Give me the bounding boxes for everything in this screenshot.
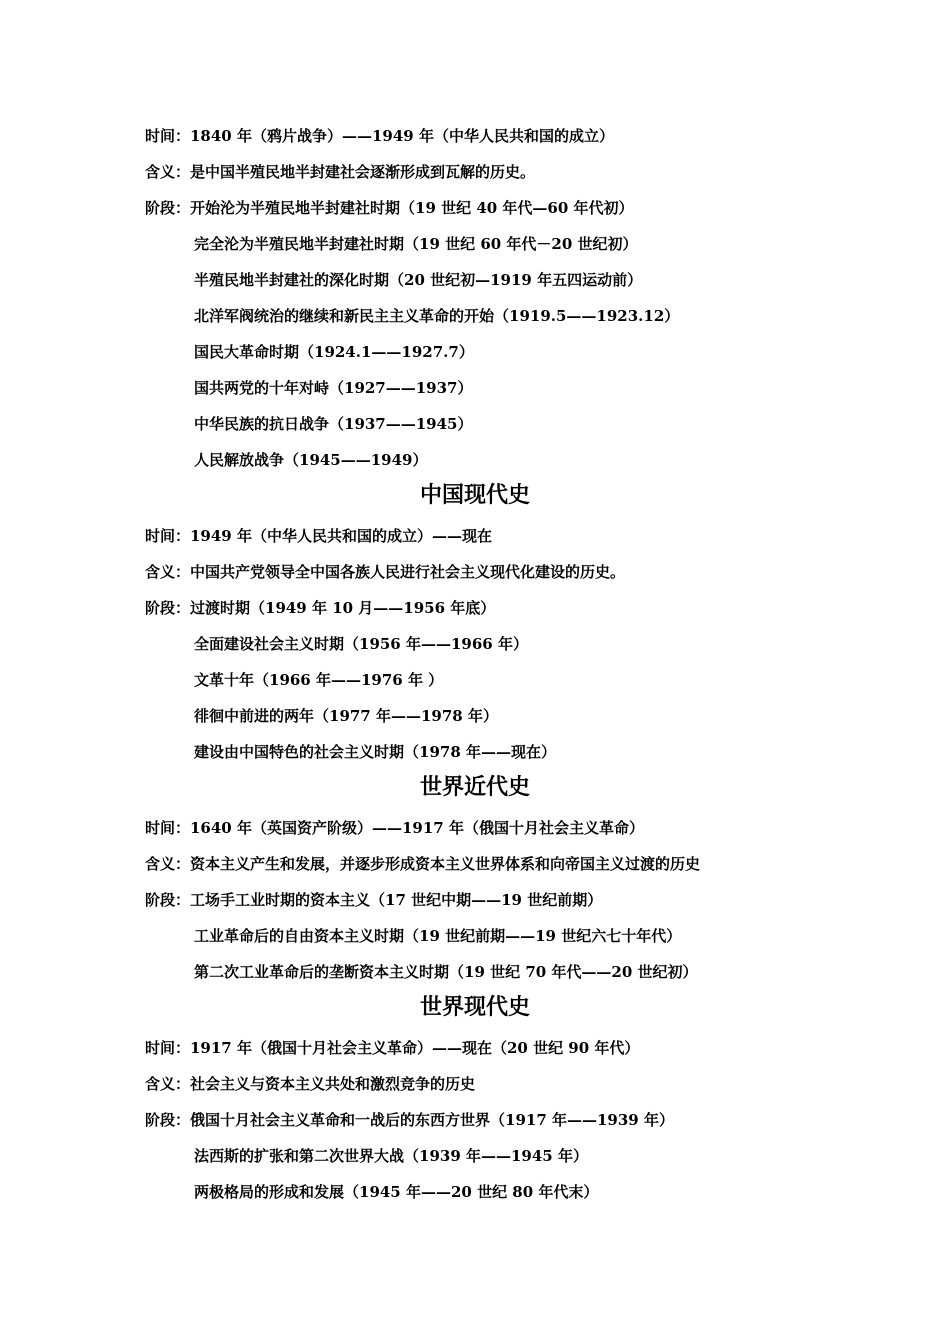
s2-stage: 文革十年（1966 年——1976 年 ） — [194, 671, 444, 689]
s1-stage: 北洋军阀统治的继续和新民主主义革命的开始（1919.5——1923.12） — [194, 307, 680, 325]
s2-stage-first: 阶段：过渡时期（1949 年 10 月——1956 年底） — [145, 599, 496, 617]
s2-stage: 徘徊中前进的两年（1977 年——1978 年） — [194, 707, 498, 725]
s4-stage: 法西斯的扩张和第二次世界大战（1939 年——1945 年） — [194, 1147, 588, 1165]
s3-stage-first: 阶段：工场手工业时期的资本主义（17 世纪中期——19 世纪前期） — [145, 891, 603, 909]
s2-meaning: 含义：中国共产党领导全中国各族人民进行社会主义现代化建设的历史。 — [145, 563, 626, 581]
s1-stage: 国民大革命时期（1924.1——1927.7） — [194, 343, 474, 361]
s1-stage: 完全沦为半殖民地半封建社时期（19 世纪 60 年代－20 世纪初） — [194, 235, 638, 253]
s2-stage: 全面建设社会主义时期（1956 年——1966 年） — [194, 635, 528, 653]
s4-meaning: 含义：社会主义与资本主义共处和激烈竞争的历史 — [145, 1075, 476, 1093]
s1-stage: 人民解放战争（1945——1949） — [194, 451, 428, 469]
s1-stage-first: 阶段：开始沦为半殖民地半封建社时期（19 世纪 40 年代—60 年代初） — [145, 199, 634, 217]
s4-time: 时间：1917 年（俄国十月社会主义革命）——现在（20 世纪 90 年代） — [145, 1039, 640, 1057]
s4-stage-first: 阶段：俄国十月社会主义革命和一战后的东西方世界（1917 年——1939 年） — [145, 1111, 674, 1129]
s1-stage: 中华民族的抗日战争（1937——1945） — [194, 415, 473, 433]
s1-stage: 半殖民地半封建社的深化时期（20 世纪初—1919 年五四运动前） — [194, 271, 643, 289]
s1-meaning: 含义：是中国半殖民地半封建社会逐渐形成到瓦解的历史。 — [145, 163, 536, 181]
s2-stage: 建设由中国特色的社会主义时期（1978 年——现在） — [194, 743, 556, 761]
s3-stage: 工业革命后的自由资本主义时期（19 世纪前期——19 世纪六七十年代） — [194, 927, 682, 945]
s1-stage: 国共两党的十年对峙（1927——1937） — [194, 379, 473, 397]
s2-time: 时间：1949 年（中华人民共和国的成立）——现在 — [145, 527, 492, 545]
section-heading-world-early-modern: 世界近代史 — [419, 774, 530, 800]
s3-stage: 第二次工业革命后的垄断资本主义时期（19 世纪 70 年代——20 世纪初） — [194, 963, 698, 981]
s3-time: 时间：1640 年（英国资产阶级）——1917 年（俄国十月社会主义革命） — [145, 819, 644, 837]
s3-meaning: 含义：资本主义产生和发展，并逐步形成资本主义世界体系和向帝国主义过渡的历史 — [145, 855, 701, 873]
s4-stage: 两极格局的形成和发展（1945 年——20 世纪 80 年代末） — [194, 1183, 599, 1201]
section-heading-china-modern: 中国现代史 — [419, 482, 530, 508]
s1-time: 时间：1840 年（鸦片战争）——1949 年（中华人民共和国的成立） — [145, 127, 614, 145]
section-heading-world-modern: 世界现代史 — [419, 994, 530, 1020]
